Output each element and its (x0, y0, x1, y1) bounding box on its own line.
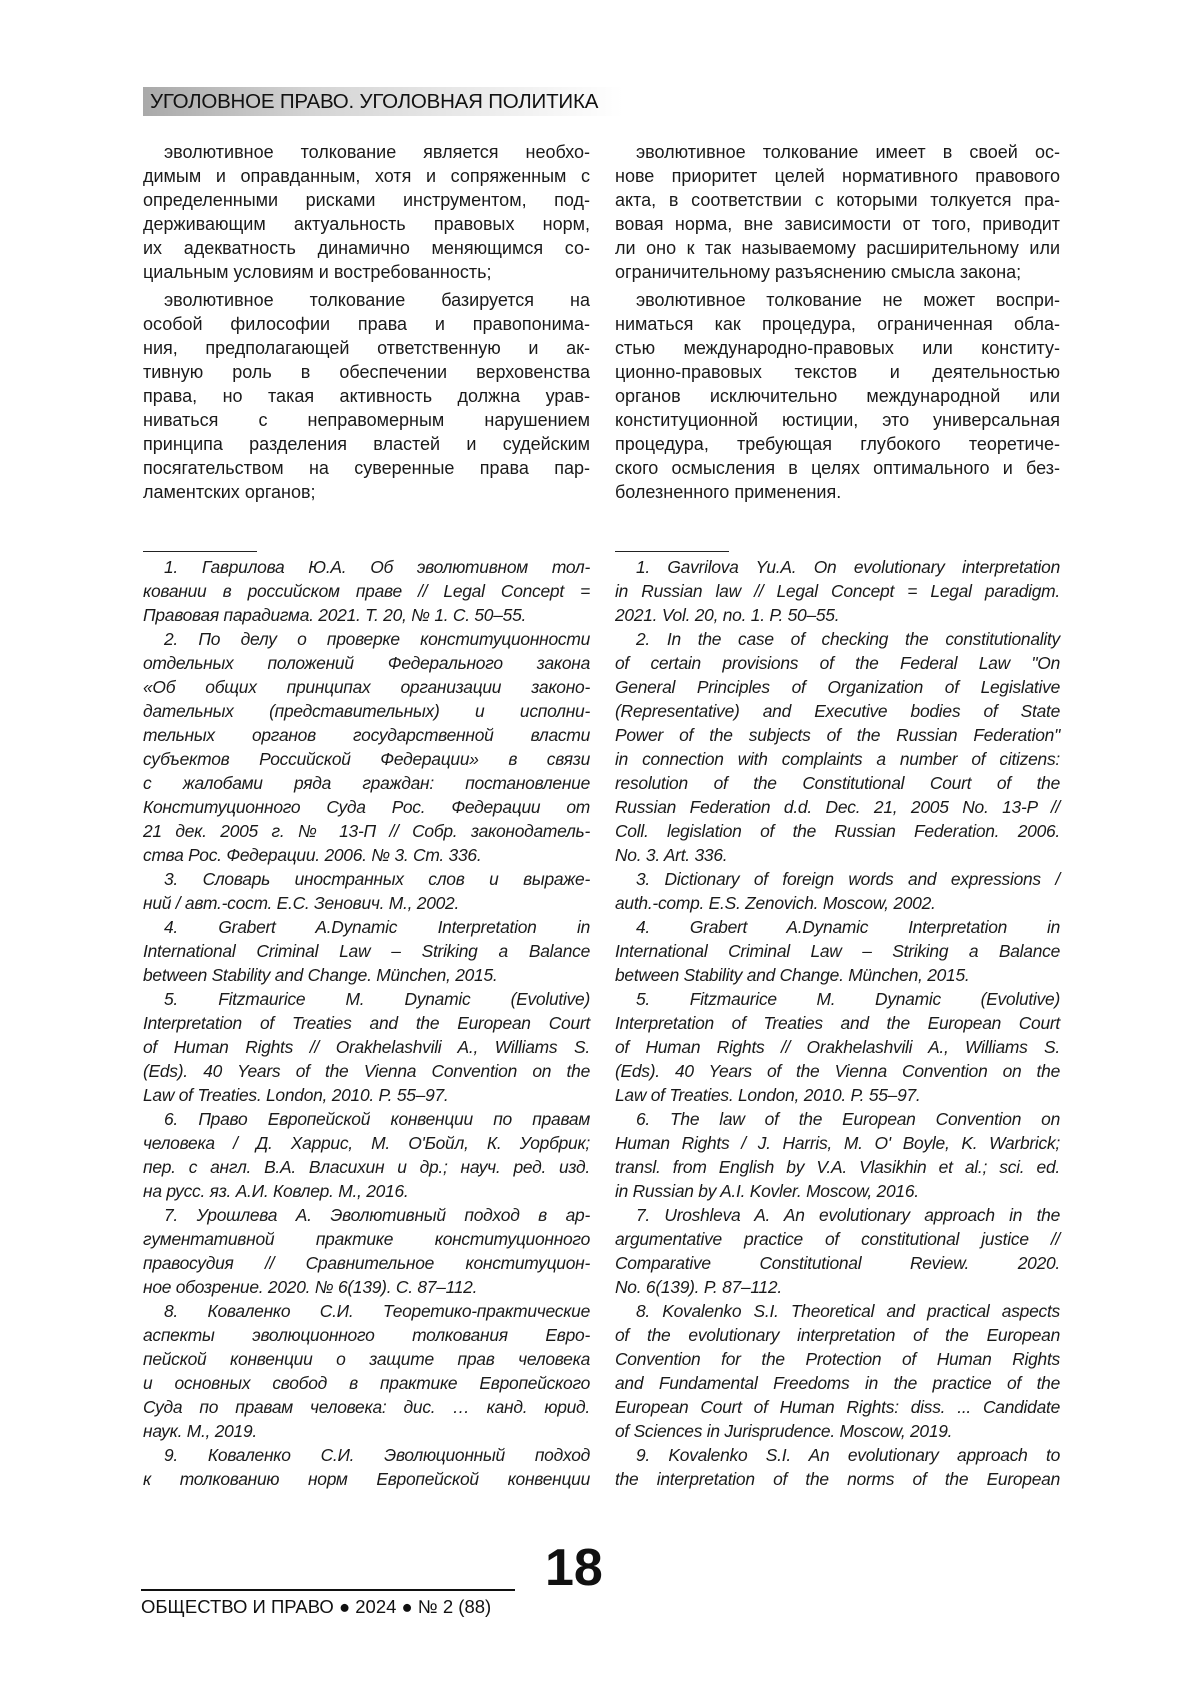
text-line: на русс. яз. А.И. Ковлер. М., 2016. (143, 1179, 590, 1203)
footer-rule (141, 1589, 515, 1591)
footnote (615, 915, 1060, 987)
text-line: General Principles of Organization of Legislative (615, 675, 1060, 699)
footnote (143, 1107, 590, 1203)
text-line: 6. Право Европейской конвенции по правам (143, 1107, 590, 1131)
text-line: Human Rights / J. Harris, M. O' Boyle, K. Warbrick; (615, 1131, 1060, 1155)
text-line: гументативной практике конституционного (143, 1227, 590, 1251)
text-line: ниваться с неправомерным нарушением (143, 408, 590, 432)
text-line: 5. Fitzmaurice M. Dynamic (Evolutive) (615, 987, 1060, 1011)
text-line: человека / Д. Харрис, М. О'Бойл, К. Уорбрик; (143, 1131, 590, 1155)
text-line: стью международно-правовых или конститу- (615, 336, 1060, 360)
text-line: 6. The law of the European Convention on (615, 1107, 1060, 1131)
text-line: 7. Урошлева А. Эволютивный подход в ар- (143, 1203, 590, 1227)
text-line: 2021. Vol. 20, no. 1. P. 50–55. (615, 603, 1060, 627)
text-line: European Court of Human Rights: diss. ... Candidate (615, 1395, 1060, 1419)
text-line: between Stability and Change. München, 2015. (143, 963, 590, 987)
text-line: пер. с англ. В.А. Власихин и др.; науч. ред. изд. (143, 1155, 590, 1179)
text-line: 3. Словарь иностранных слов и выраже- (143, 867, 590, 891)
text-line: Russian Federation d.d. Dec. 21, 2005 No. 13-P // (615, 795, 1060, 819)
text-line: 2. По делу о проверке конституционности (143, 627, 590, 651)
text-line: ниматься как процедура, ограниченная обла- (615, 312, 1060, 336)
footnote (615, 627, 1060, 867)
text-line: 5. Fitzmaurice M. Dynamic (Evolutive) (143, 987, 590, 1011)
text-line: 8. Kovalenko S.I. Theoretical and practical aspects (615, 1299, 1060, 1323)
footnote (615, 987, 1060, 1107)
text-line: Comparative Constitutional Review. 2020. (615, 1251, 1060, 1275)
text-line: of Sciences in Jurisprudence. Moscow, 2019. (615, 1419, 1060, 1443)
text-line: Convention for the Protection of Human Rights (615, 1347, 1060, 1371)
footnote-separator-right (615, 551, 729, 552)
page-number: 18 (545, 1540, 603, 1596)
footnote (143, 867, 590, 915)
text-line: 4. Grabert A.Dynamic Interpretation in (615, 915, 1060, 939)
text-line: эволютивное толкование не может воспри- (615, 288, 1060, 312)
text-line: определенными рисками инструментом, под- (143, 188, 590, 212)
text-line: Coll. legislation of the Russian Federation. 2006. (615, 819, 1060, 843)
text-line: аспекты эволюционного толкования Евро- (143, 1323, 590, 1347)
text-line: in connection with complaints a number of citizens: (615, 747, 1060, 771)
text-line: ционно-правовых текстов и деятельностью (615, 360, 1060, 384)
text-line: in Russian by A.I. Kovler. Moscow, 2016. (615, 1179, 1060, 1203)
text-line: resolution of the Constitutional Court of the (615, 771, 1060, 795)
text-line: the interpretation of the norms of the European (615, 1467, 1060, 1491)
text-line: Law of Treaties. London, 2010. P. 55–97. (143, 1083, 590, 1107)
text-line: International Criminal Law – Striking a Balance (615, 939, 1060, 963)
text-line: болезненного применения. (615, 480, 1060, 504)
text-line: No. 6(139). P. 87–112. (615, 1275, 1060, 1299)
text-line: Interpretation of Treaties and the European Court (143, 1011, 590, 1035)
text-line: их адекватность динамично меняющимся со- (143, 236, 590, 260)
text-line: (Eds). 40 Years of the Vienna Convention on the (615, 1059, 1060, 1083)
text-line: посягательством на суверенные права пар- (143, 456, 590, 480)
text-line: Interpretation of Treaties and the European Court (615, 1011, 1060, 1035)
text-line: дательных (представительных) и исполни- (143, 699, 590, 723)
body-column-left (143, 140, 590, 504)
text-line: тельных органов государственной власти (143, 723, 590, 747)
text-line: 3. Dictionary of foreign words and expressions / (615, 867, 1060, 891)
text-line: нове приоритет целей нормативного правового (615, 164, 1060, 188)
text-line: (Representative) and Executive bodies of State (615, 699, 1060, 723)
footnote (615, 1299, 1060, 1443)
text-line: вовая норма, вне зависимости от того, приводит (615, 212, 1060, 236)
text-line: (Eds). 40 Years of the Vienna Convention on the (143, 1059, 590, 1083)
text-line: of Human Rights // Orakhelashvili A., Williams S. (615, 1035, 1060, 1059)
section-header (143, 87, 623, 116)
text-line: 1. Гаврилова Ю.А. Об эволютивном тол- (143, 555, 590, 579)
text-line: «Об общих принципах организации законо- (143, 675, 590, 699)
text-line: тивную роль в обеспечении верховенства (143, 360, 590, 384)
text-line: of Human Rights // Orakhelashvili A., Williams S. (143, 1035, 590, 1059)
footnote (143, 1203, 590, 1299)
text-line: ли оно к так называемому расширительному или (615, 236, 1060, 260)
text-line: Law of Treaties. London, 2010. P. 55–97. (615, 1083, 1060, 1107)
text-line: особой философии права и правопонима- (143, 312, 590, 336)
text-line: and Fundamental Freedoms in the practice of the (615, 1371, 1060, 1395)
text-line: ства Рос. Федерации. 2006. № 3. Ст. 336. (143, 843, 590, 867)
text-line: in Russian law // Legal Concept = Legal paradigm. (615, 579, 1060, 603)
text-line: 9. Коваленко С.И. Эволюционный подход (143, 1443, 590, 1467)
footnote (143, 555, 590, 627)
footnote (143, 1299, 590, 1443)
footnotes-english (615, 555, 1060, 1491)
text-line: отдельных положений Федерального закона (143, 651, 590, 675)
text-line: 21 дек. 2005 г. № 13-П // Собр. законодатель- (143, 819, 590, 843)
section-title: УГОЛОВНОЕ ПРАВО. УГОЛОВНАЯ ПОЛИТИКА (150, 90, 598, 114)
text-line: Конституционного Суда Рос. Федерации от (143, 795, 590, 819)
text-line: димым и оправданным, хотя и сопряженным с (143, 164, 590, 188)
footnote (615, 555, 1060, 627)
paragraph (143, 140, 590, 284)
text-line: к толкованию норм Европейской конвенции (143, 1467, 590, 1491)
footnote-separator-left (143, 551, 257, 552)
text-line: Правовая парадигма. 2021. Т. 20, № 1. С. 50–55. (143, 603, 590, 627)
text-line: эволютивное толкование базируется на (143, 288, 590, 312)
text-line: 8. Коваленко С.И. Теоретико-практические (143, 1299, 590, 1323)
text-line: Суда по правам человека: дис. … канд. юрид. (143, 1395, 590, 1419)
footnote (615, 867, 1060, 915)
text-line: of certain provisions of the Federal Law "On (615, 651, 1060, 675)
text-line: International Criminal Law – Striking a Balance (143, 939, 590, 963)
text-line: с жалобами ряда граждан: постановление (143, 771, 590, 795)
body-column-right (615, 140, 1060, 504)
text-line: 9. Kovalenko S.I. An evolutionary approach to (615, 1443, 1060, 1467)
text-line: between Stability and Change. München, 2015. (615, 963, 1060, 987)
text-line: 2. In the case of checking the constitutionality (615, 627, 1060, 651)
text-line: 4. Grabert A.Dynamic Interpretation in (143, 915, 590, 939)
text-line: ний / авт.-сост. Е.С. Зенович. М., 2002. (143, 891, 590, 915)
text-line: argumentative practice of constitutional justice // (615, 1227, 1060, 1251)
text-line: и основных свобод в практике Европейского (143, 1371, 590, 1395)
text-line: органов исключительно международной или (615, 384, 1060, 408)
footnote (615, 1203, 1060, 1299)
text-line: ное обозрение. 2020. № 6(139). С. 87–112. (143, 1275, 590, 1299)
text-line: ковании в российском праве // Legal Concept = (143, 579, 590, 603)
text-line: акта, в соответствии с которыми толкуется пра- (615, 188, 1060, 212)
footnote (143, 987, 590, 1107)
footnote (143, 627, 590, 867)
text-line: ния, предполагающей ответственную и ак- (143, 336, 590, 360)
journal-info: ОБЩЕСТВО И ПРАВО ● 2024 ● № 2 (88) (141, 1596, 491, 1618)
text-line: transl. from English by V.A. Vlasikhin et al.; sci. ed. (615, 1155, 1060, 1179)
text-line: пейской конвенции о защите прав человека (143, 1347, 590, 1371)
text-line: ограничительному разъяснению смысла закона; (615, 260, 1060, 284)
footnote (143, 1443, 590, 1491)
text-line: циальным условиям и востребованность; (143, 260, 590, 284)
text-line: наук. М., 2019. (143, 1419, 590, 1443)
text-line: of the evolutionary interpretation of the European (615, 1323, 1060, 1347)
text-line: ского осмысления в целях оптимального и без- (615, 456, 1060, 480)
footnote (615, 1443, 1060, 1491)
text-line: эволютивное толкование имеет в своей ос- (615, 140, 1060, 164)
paragraph (143, 288, 590, 504)
text-line: эволютивное толкование является необхо- (143, 140, 590, 164)
text-line: конституционной юстиции, это универсальная (615, 408, 1060, 432)
text-line: 1. Gavrilova Yu.A. On evolutionary interpretation (615, 555, 1060, 579)
footnotes-russian (143, 555, 590, 1491)
text-line: auth.-comp. E.S. Zenovich. Moscow, 2002. (615, 891, 1060, 915)
text-line: права, но такая активность должна урав- (143, 384, 590, 408)
text-line: субъектов Российской Федерации» в связи (143, 747, 590, 771)
footnote (615, 1107, 1060, 1203)
text-line: правосудия // Сравнительное конституцион- (143, 1251, 590, 1275)
footnote (143, 915, 590, 987)
text-line: принципа разделения властей и судейским (143, 432, 590, 456)
paragraph (615, 288, 1060, 504)
text-line: процедура, требующая глубокого теоретиче- (615, 432, 1060, 456)
text-line: No. 3. Art. 336. (615, 843, 1060, 867)
text-line: Power of the subjects of the Russian Federation" (615, 723, 1060, 747)
paragraph (615, 140, 1060, 284)
text-line: 7. Uroshleva A. An evolutionary approach in the (615, 1203, 1060, 1227)
text-line: держивающим актуальность правовых норм, (143, 212, 590, 236)
text-line: ламентских органов; (143, 480, 590, 504)
